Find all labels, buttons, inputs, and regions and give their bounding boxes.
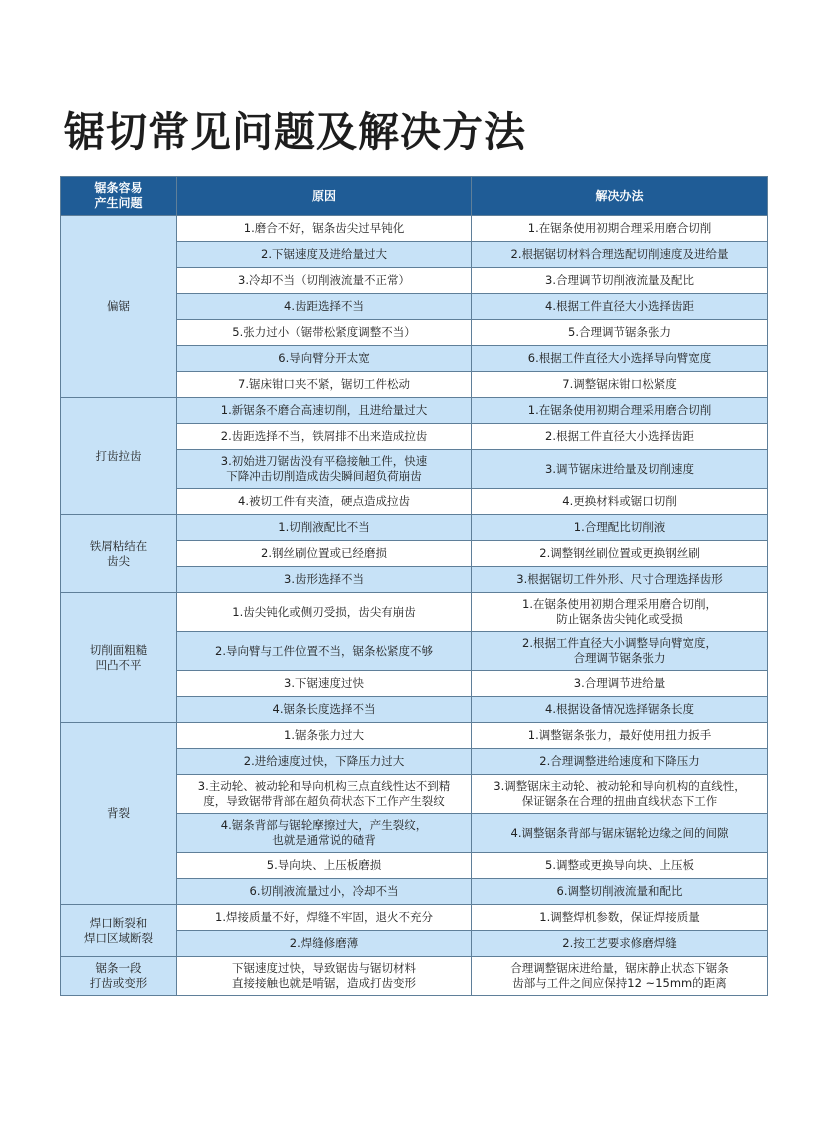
cause-cell: 5.导向块、上压板磨损: [177, 853, 472, 879]
cause-cell: 6.切削液流量过小，冷却不当: [177, 879, 472, 905]
cause-cell: 3.主动轮、被动轮和导向机构三点直线性达不到精 度，导致锯带背部在超负荷状态下工作产生裂纹: [177, 775, 472, 814]
solution-cell: 4.根据设备情况选择锯条长度: [472, 697, 768, 723]
table-row: [61, 398, 768, 424]
table-row: [61, 515, 768, 541]
cause-cell: 3.初始进刀锯齿没有平稳接触工件，快速 下降冲击切削造成齿尖瞬间超负荷崩齿: [177, 450, 472, 489]
table-body: [61, 216, 768, 996]
solution-cell: 合理调整锯床进给量，锯床静止状态下锯条 齿部与工件之间应保持12 ~15mm的距离: [472, 957, 768, 996]
header-problem: 锯条容易 产生问题: [61, 177, 177, 216]
solution-cell: 2.调整钢丝刷位置或更换钢丝刷: [472, 541, 768, 567]
solution-cell: 2.合理调整进给速度和下降压力: [472, 749, 768, 775]
solution-cell: 4.更换材料或锯口切削: [472, 489, 768, 515]
table-row: [61, 723, 768, 749]
cause-cell: 1.新锯条不磨合高速切削，且进给量过大: [177, 398, 472, 424]
solution-cell: 3.根据锯切工件外形、尺寸合理选择齿形: [472, 567, 768, 593]
solution-cell: 1.调整焊机参数，保证焊接质量: [472, 905, 768, 931]
cause-cell: 4.锯条长度选择不当: [177, 697, 472, 723]
cause-cell: 2.钢丝刷位置或已经磨损: [177, 541, 472, 567]
table-row: [61, 216, 768, 242]
problems-table: [60, 176, 768, 996]
page-title: 锯切常见问题及解决方法: [64, 108, 526, 156]
problem-category: 打齿拉齿: [61, 398, 177, 515]
solution-cell: 5.调整或更换导向块、上压板: [472, 853, 768, 879]
problem-category: 背裂: [61, 723, 177, 905]
solution-cell: 1.在锯条使用初期合理采用磨合切削， 防止锯条齿尖钝化或受损: [472, 593, 768, 632]
problem-category: 焊口断裂和 焊口区域断裂: [61, 905, 177, 957]
cause-cell: 1.锯条张力过大: [177, 723, 472, 749]
table-row: [61, 905, 768, 931]
solution-cell: 1.在锯条使用初期合理采用磨合切削: [472, 398, 768, 424]
cause-cell: 1.齿尖钝化或侧刃受损，齿尖有崩齿: [177, 593, 472, 632]
cause-cell: 2.导向臂与工件位置不当，锯条松紧度不够: [177, 632, 472, 671]
cause-cell: 5.张力过小（锯带松紧度调整不当）: [177, 320, 472, 346]
cause-cell: 3.下锯速度过快: [177, 671, 472, 697]
problem-category: 切削面粗糙 凹凸不平: [61, 593, 177, 723]
problem-category: 偏锯: [61, 216, 177, 398]
cause-cell: 下锯速度过快，导致锯齿与锯切材料 直接接触也就是啃锯，造成打齿变形: [177, 957, 472, 996]
cause-cell: 2.齿距选择不当，铁屑排不出来造成拉齿: [177, 424, 472, 450]
cause-cell: 1.磨合不好，锯条齿尖过早钝化: [177, 216, 472, 242]
cause-cell: 6.导向臂分开太宽: [177, 346, 472, 372]
solution-cell: 5.合理调节锯条张力: [472, 320, 768, 346]
problem-category: 铁屑粘结在 齿尖: [61, 515, 177, 593]
solution-cell: 1.在锯条使用初期合理采用磨合切削: [472, 216, 768, 242]
header-solution: 解决办法: [472, 177, 768, 216]
table-row: [61, 593, 768, 632]
solution-cell: 6.根据工件直径大小选择导向臂宽度: [472, 346, 768, 372]
solution-cell: 6.调整切削液流量和配比: [472, 879, 768, 905]
solution-cell: 4.根据工件直径大小选择齿距: [472, 294, 768, 320]
solution-cell: 1.合理配比切削液: [472, 515, 768, 541]
solution-cell: 3.调节锯床进给量及切削速度: [472, 450, 768, 489]
solution-cell: 3.合理调节进给量: [472, 671, 768, 697]
cause-cell: 1.焊接质量不好，焊缝不牢固，退火不充分: [177, 905, 472, 931]
cause-cell: 4.被切工件有夹渣，硬点造成拉齿: [177, 489, 472, 515]
cause-cell: 7.锯床钳口夹不紧，锯切工件松动: [177, 372, 472, 398]
cause-cell: 2.焊缝修磨薄: [177, 931, 472, 957]
solution-cell: 2.根据工件直径大小调整导向臂宽度， 合理调节锯条张力: [472, 632, 768, 671]
solution-cell: 2.根据工件直径大小选择齿距: [472, 424, 768, 450]
cause-cell: 4.锯条背部与锯轮摩擦过大，产生裂纹， 也就是通常说的碴背: [177, 814, 472, 853]
header-cause: 原因: [177, 177, 472, 216]
table-header-row: [61, 177, 768, 216]
solution-cell: 2.根据锯切材料合理选配切削速度及进给量: [472, 242, 768, 268]
problem-category: 锯条一段 打齿或变形: [61, 957, 177, 996]
table-row: [61, 957, 768, 996]
solution-cell: 1.调整锯条张力，最好使用扭力扳手: [472, 723, 768, 749]
cause-cell: 2.进给速度过快，下降压力过大: [177, 749, 472, 775]
cause-cell: 3.齿形选择不当: [177, 567, 472, 593]
solution-cell: 4.调整锯条背部与锯床锯轮边缘之间的间隙: [472, 814, 768, 853]
solution-cell: 2.按工艺要求修磨焊缝: [472, 931, 768, 957]
cause-cell: 3.冷却不当（切削液流量不正常）: [177, 268, 472, 294]
solution-cell: 7.调整锯床钳口松紧度: [472, 372, 768, 398]
solution-cell: 3.调整锯床主动轮、被动轮和导向机构的直线性， 保证锯条在合理的扭曲直线状态下工作: [472, 775, 768, 814]
cause-cell: 1.切削液配比不当: [177, 515, 472, 541]
cause-cell: 4.齿距选择不当: [177, 294, 472, 320]
solution-cell: 3.合理调节切削液流量及配比: [472, 268, 768, 294]
cause-cell: 2.下锯速度及进给量过大: [177, 242, 472, 268]
